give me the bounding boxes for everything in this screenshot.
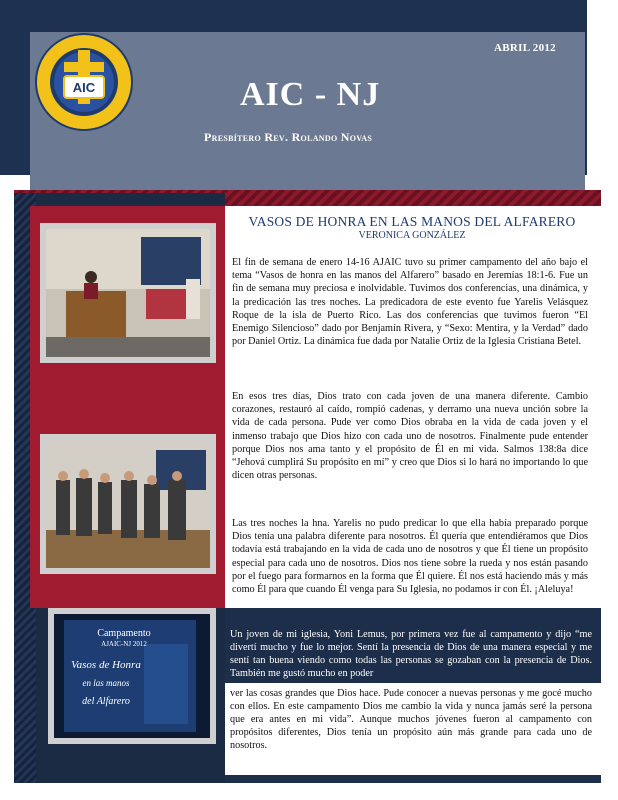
photo-camp-banner: [48, 608, 216, 744]
article-paragraph-3: Las tres noches la hna. Yarelis no pudo predicar lo que ella había preparado porque Dios tenía una palabra diferente para nosotros. Él quería que entendiéramos que Dios todavía está trabajando en la vida de cada uno de nosotros y que Él tiene un propósito especial para cada uno de nosotros. Dios nos tiene sobre la rueda y nos están pasando por el fuego para formarnos en la forma que Él quiere. Él nos está haciendo más y más como Él para que cuando Él venga para Su Iglesia, no podamos ir con Él. ¡Aleluya!: [232, 518, 588, 596]
testimony-part-2: ver las cosas grandes que Dios hace. Pude conocer a nuevas personas y me gocé mucho con ellos. En este campamento Dios me cambio la vida y nunca jamás seré la persona que era antes en mi vida”. Aunque muchos jóvenes fueron al campamento con propósitos diferentes, Dios tenía un propósito aún más grande para cada uno de nosotros.: [230, 688, 592, 751]
article-paragraph-2: En esos tres días, Dios trato con cada joven de una manera diferente. Cambio corazones, restauró al caído, rompió cadenas, y derramo una nueva unción sobre la vida de cada persona. Pude ver como Dios obraba en la vida de cada joven y el inmenso trabajo que Dios hizo con cada uno de nosotros. Finalmente pude entender porque Dios nos ama tanto y el propósito de Él en mi vida. Salmos 138:8a dice “Jehová cumplirá Su propósito en mí” y creo que Dios si lo hará no importando lo que dicen otras personas.: [232, 391, 588, 482]
newsletter-title: AIC - NJ: [240, 76, 381, 113]
banner-line2: AJAIC-NJ 2012: [101, 640, 147, 648]
newsletter-subtitle: Presbítero Rev. Rolando Novas: [204, 130, 373, 144]
banner-line1: Campamento: [97, 628, 151, 639]
banner-line5: del Alfarero: [82, 696, 130, 707]
testimony-part-1: Un joven de mi iglesia, Yoni Lemus, por primera vez fue al campamento y dijo “me divertí mucho y fue lo mejor. Sentí la presencia de Dios de una manera especial y me sentí tan buena viendo como todas las personas se gozaban con la presencia de Dios. También me gustó mucho en poder: [230, 629, 592, 679]
photo-prayer-group: [40, 434, 216, 574]
article-title: VASOS DE HONRA EN LAS MANOS DEL ALFARERO: [248, 214, 576, 229]
photo-preacher: [40, 223, 216, 363]
banner-line4: en las manos: [82, 678, 130, 688]
banner-line3: Vasos de Honra: [71, 659, 141, 671]
issue-date: ABRIL 2012: [494, 42, 556, 54]
aic-logo: [34, 32, 134, 132]
article-paragraph-1: El fin de semana de enero 14-16 AJAIC tuvo su primer campamento del año bajo el tema “Vasos de honra en las manos del Alfarero” basado en Jeremías 18:1-6. Fue un fin de semana muy preciosa e inolvidable. Tuvimos dos conferencias, una dinámica, y la predicación las tres noches. La predicadora de este evento fue Yarelis Velásquez Roque de la isla de Puerto Rico. Las dos conferencias que tuvimos fueron “El Enemigo Silencioso” dado por Benjamín Rivera, y “Sexo: Mentira, y la Verdad” dado por Daniel Ortiz. La dinámica fue dada por Natalie Ortiz de la Iglesia Cristiana Betel.: [232, 257, 588, 348]
article-author: VERONICA GONZÁLEZ: [358, 230, 466, 241]
logo-letters: AIC: [72, 80, 96, 95]
